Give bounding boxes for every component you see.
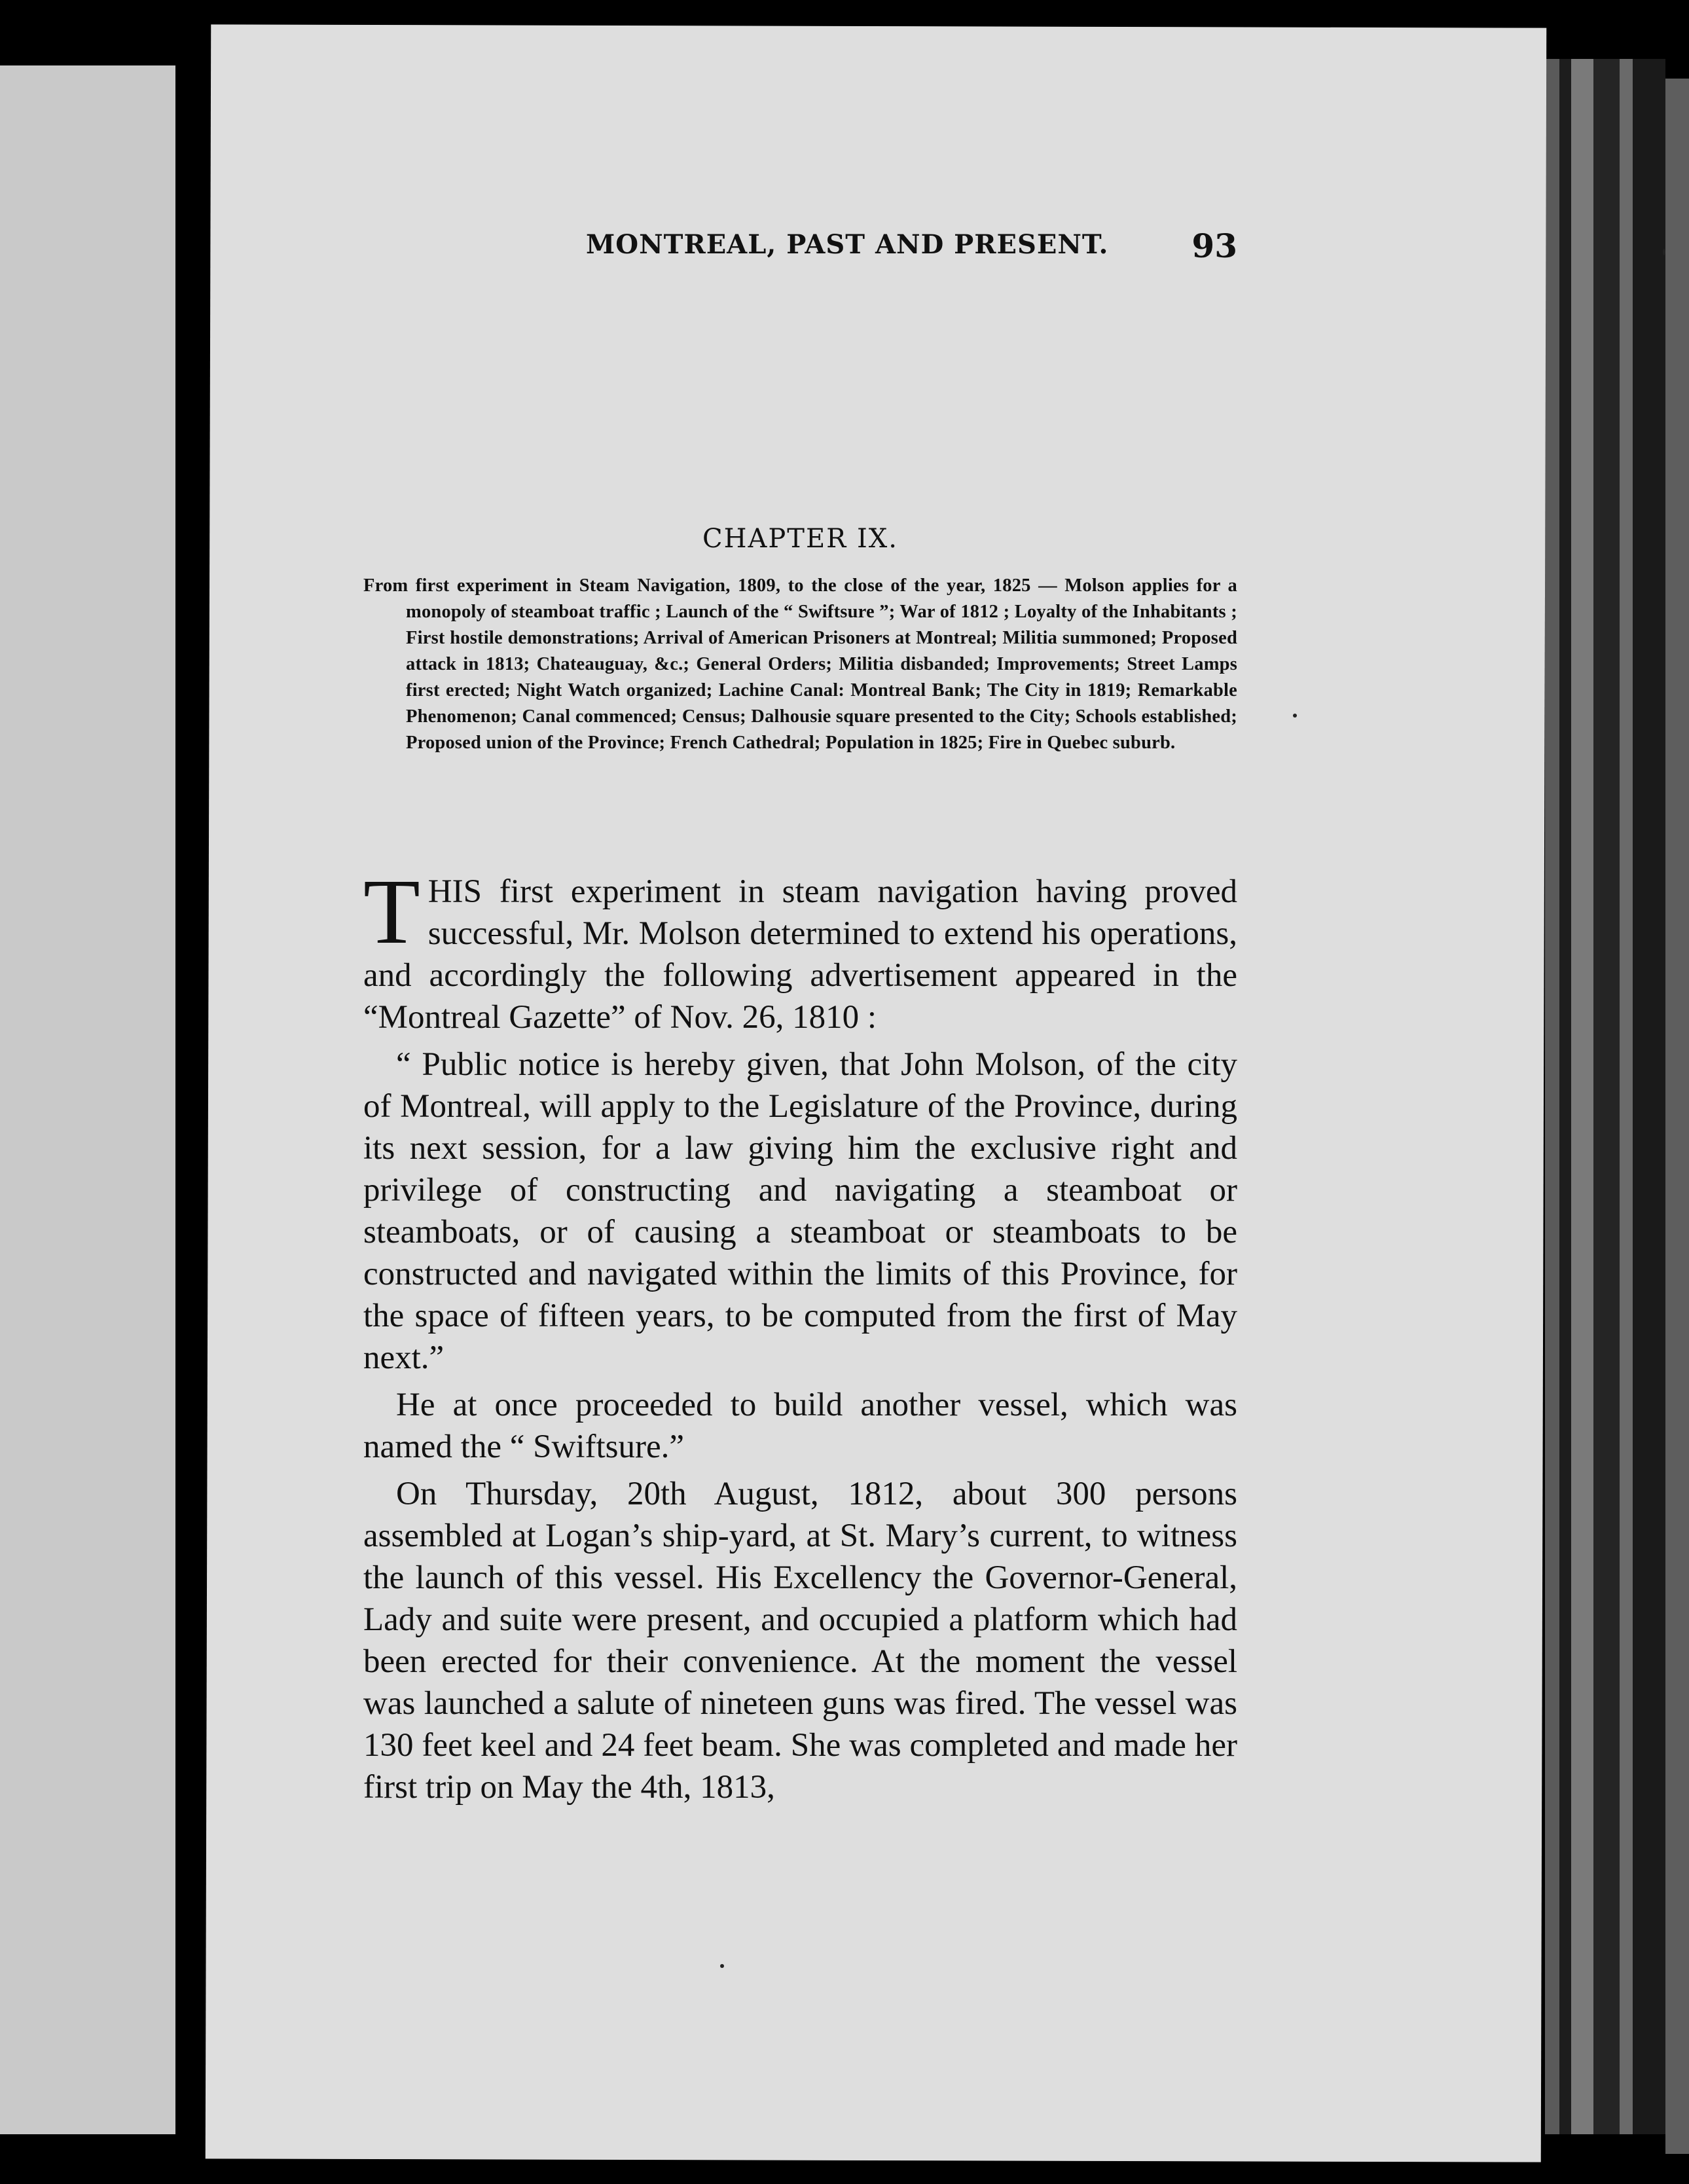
scan-speck bbox=[1663, 249, 1665, 255]
paragraph-4: On Thursday, 20th August, 1812, about 300 persons assembled at Logan’s ship-yard, at St. Mary’s current, to witness the launch of this vessel. His Excellency the Governor-General, Lady and suite were present, and occupied a platform which had been erected for their convenience. At the moment the vessel was launched a salute of nineteen guns was fired. The vessel was 130 feet keel and 24 feet beam. She was completed and made her first trip on May the 4th, 1813, bbox=[363, 1476, 1237, 1806]
facing-page-edge bbox=[0, 65, 175, 2134]
running-head bbox=[363, 229, 1237, 268]
chapter-synopsis: From first experiment in Steam Navigation, 1809, to the close of the year, 1825 — Molson applies for a monopoly of steamboat traffic ; Launch of the “ Swiftsure ”; War of 1812 ; Loyalty of the Inhabitants ; First hostile demonstrations; Arrival of American Prisoners at Montreal; Militia summoned; Proposed attack in 1813; Chateauguay, &c.; General Orders; Militia disbanded; Improvements; Street Lamps first erected; Night Watch organized; Lachine Canal: Montreal Bank; The City in 1819; Remarkable Phenomenon; Canal commenced; Census; Dalhousie square presented to the City; Schools established; Proposed union of the Province; French Cathedral; Population in 1825; Fire in Quebec suburb. bbox=[363, 575, 1237, 753]
running-title: MONTREAL, PAST AND PRESENT. bbox=[586, 229, 1109, 260]
page-stack-edge bbox=[1559, 59, 1571, 2134]
body-text bbox=[363, 860, 1237, 1808]
chapter-title: CHAPTER IX. bbox=[702, 524, 898, 554]
paragraph-3: He at once proceeded to build another vessel, which was named the “ Swiftsure.” bbox=[363, 1387, 1237, 1465]
page-stack-edge bbox=[1571, 59, 1593, 2134]
scan-speck bbox=[720, 1964, 724, 1968]
page-stack-edge bbox=[1633, 59, 1665, 2134]
page-stack-edge bbox=[1620, 59, 1633, 2134]
page-stack-edge bbox=[1593, 59, 1620, 2134]
drop-cap: T bbox=[363, 860, 420, 963]
paragraph-2: “ Public notice is hereby given, that John Molson, of the city of Montreal, will apply to the Legislature of the Province, during its next session, for a law giving him the exclusive right and privilege of constructing and navigating a steamboat or steamboats, or of causing a steamboat or steamboats to be constructed and navigated within the limits of this Province, for the space of fifteen years, to be computed from the first of May next.” bbox=[363, 1046, 1237, 1376]
scan-speck bbox=[1293, 714, 1297, 718]
page-stack-edge bbox=[1545, 59, 1559, 2134]
page-stack-edge bbox=[1665, 79, 1689, 2154]
paragraph-1-text: HIS first experiment in steam navigation having proved successful, Mr. Molson determined to extend his operations, and accordingly the following advertisement appeared in the “Montreal Gazette” of Nov. 26, 1810 : bbox=[363, 873, 1237, 1036]
paragraph-1 bbox=[363, 860, 1237, 1038]
page-number: 93 bbox=[1191, 227, 1237, 265]
